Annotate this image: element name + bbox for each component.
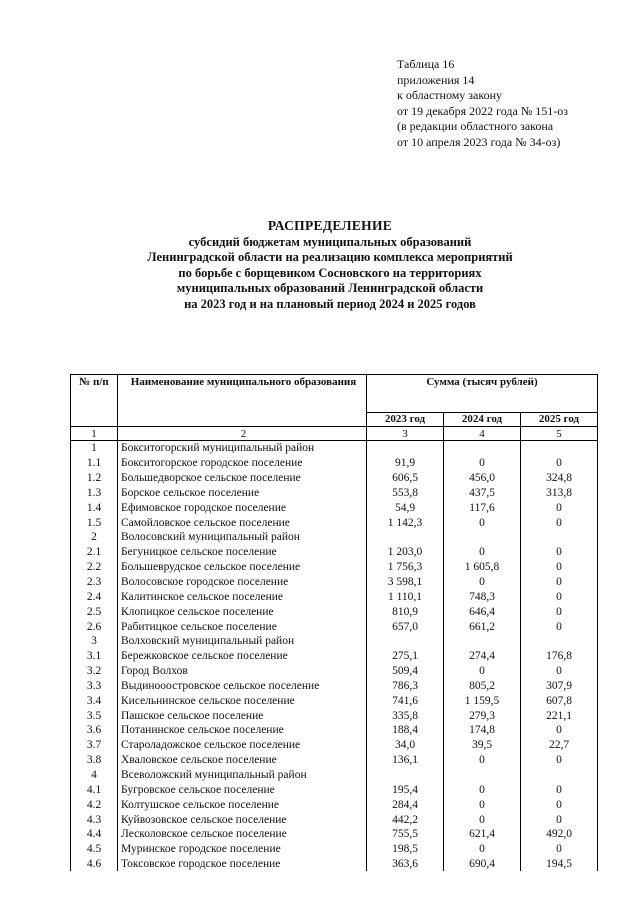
row-name: Волховский муниципальный район <box>118 634 367 649</box>
row-value-2025: 176,8 <box>521 649 598 664</box>
table-row <box>71 515 598 530</box>
row-name: Волосовское городское поселение <box>118 575 367 590</box>
index-cell: 3 <box>367 427 444 441</box>
row-value-2025: 0 <box>521 456 598 471</box>
row-value-2025: 0 <box>521 812 598 827</box>
row-number: 2.1 <box>71 545 118 560</box>
table-row <box>71 753 598 768</box>
row-number: 3.4 <box>71 693 118 708</box>
row-number: 3 <box>71 634 118 649</box>
row-value-2023: 1 110,1 <box>367 589 444 604</box>
row-value-2024: 805,2 <box>444 679 521 694</box>
row-name: Кисельнинское сельское поселение <box>118 693 367 708</box>
row-number: 4.5 <box>71 842 118 857</box>
row-value-2024: 274,4 <box>444 649 521 664</box>
row-value-2023 <box>367 634 444 649</box>
row-number: 3.1 <box>71 649 118 664</box>
row-value-2024: 661,2 <box>444 619 521 634</box>
row-value-2024: 0 <box>444 782 521 797</box>
row-value-2024: 690,4 <box>444 857 521 872</box>
row-name: Муринское городское поселение <box>118 842 367 857</box>
row-number: 1.2 <box>71 471 118 486</box>
row-name: Хваловское сельское поселение <box>118 753 367 768</box>
row-name: Город Волхов <box>118 664 367 679</box>
row-number: 3.5 <box>71 708 118 723</box>
annex-line: от 19 декабря 2022 года № 151-оз <box>397 103 569 118</box>
row-value-2025: 0 <box>521 723 598 738</box>
row-name: Куйвозовское сельское поселение <box>118 812 367 827</box>
row-value-2023: 741,6 <box>367 693 444 708</box>
row-number: 1.4 <box>71 500 118 515</box>
row-value-2024: 1 605,8 <box>444 560 521 575</box>
row-value-2024: 0 <box>444 515 521 530</box>
row-value-2025: 22,7 <box>521 738 598 753</box>
table-row <box>71 456 598 471</box>
row-number: 1.1 <box>71 456 118 471</box>
header-2023: 2023 год <box>367 413 444 427</box>
row-name: Клопицкое сельское поселение <box>118 604 367 619</box>
row-number: 2.2 <box>71 560 118 575</box>
table-row <box>71 530 598 545</box>
row-value-2024 <box>444 530 521 545</box>
row-value-2023: 1 756,3 <box>367 560 444 575</box>
row-value-2024: 748,3 <box>444 589 521 604</box>
row-number: 1.3 <box>71 486 118 501</box>
row-value-2025 <box>521 768 598 783</box>
row-name: Токсовское городское поселение <box>118 857 367 872</box>
row-value-2024 <box>444 634 521 649</box>
table-row <box>71 604 598 619</box>
table-row <box>71 857 598 872</box>
title-line: на 2023 год и на плановый период 2024 и 2025 годов <box>184 296 476 311</box>
row-value-2024: 646,4 <box>444 604 521 619</box>
row-name: Колтушское сельское поселение <box>118 797 367 812</box>
row-value-2025: 0 <box>521 782 598 797</box>
row-value-2024: 174,8 <box>444 723 521 738</box>
table-row <box>71 693 598 708</box>
row-value-2025: 0 <box>521 842 598 857</box>
table-row <box>71 812 598 827</box>
table-row <box>71 619 598 634</box>
row-name: Бокситогорский муниципальный район <box>118 441 367 456</box>
annex-line: к областному закону <box>397 88 503 102</box>
header-2024: 2024 год <box>444 413 521 427</box>
row-value-2024 <box>444 768 521 783</box>
row-number: 4 <box>71 768 118 783</box>
row-number: 2 <box>71 530 118 545</box>
row-value-2025: 324,8 <box>521 471 598 486</box>
row-value-2023 <box>367 768 444 783</box>
table-row <box>71 768 598 783</box>
row-name: Волосовский муниципальный район <box>118 530 367 545</box>
row-value-2025 <box>521 634 598 649</box>
row-number: 3.8 <box>71 753 118 768</box>
row-value-2025: 0 <box>521 575 598 590</box>
row-value-2023: 284,4 <box>367 797 444 812</box>
row-value-2023: 34,0 <box>367 738 444 753</box>
row-value-2023: 755,5 <box>367 827 444 842</box>
table-row <box>71 575 598 590</box>
row-value-2024 <box>444 441 521 456</box>
row-value-2023: 786,3 <box>367 679 444 694</box>
table-row <box>71 797 598 812</box>
row-value-2023: 657,0 <box>367 619 444 634</box>
table-row <box>71 471 598 486</box>
row-value-2024: 117,6 <box>444 500 521 515</box>
table-row <box>71 486 598 501</box>
row-value-2023 <box>367 441 444 456</box>
row-value-2025: 0 <box>521 604 598 619</box>
row-number: 3.7 <box>71 738 118 753</box>
row-value-2025: 607,8 <box>521 693 598 708</box>
table-row <box>71 782 598 797</box>
row-name: Лесколовское сельское поселение <box>118 827 367 842</box>
annex-line: (в редакции областного закона <box>397 119 554 133</box>
row-name: Староладожское сельское поселение <box>118 738 367 753</box>
row-value-2024: 39,5 <box>444 738 521 753</box>
row-value-2023: 198,5 <box>367 842 444 857</box>
row-name: Калитинское сельское поселение <box>118 589 367 604</box>
row-value-2025: 492,0 <box>521 827 598 842</box>
title-line: субсидий бюджетам муниципальных образований <box>188 234 472 249</box>
row-value-2023: 3 598,1 <box>367 575 444 590</box>
row-value-2024: 0 <box>444 842 521 857</box>
row-value-2025: 0 <box>521 515 598 530</box>
table-row <box>71 634 598 649</box>
row-name: Бугровское сельское поселение <box>118 782 367 797</box>
annex-reference <box>397 57 568 150</box>
row-name: Всеволожский муниципальный район <box>118 768 367 783</box>
row-value-2025: 0 <box>521 545 598 560</box>
row-value-2024: 456,0 <box>444 471 521 486</box>
row-number: 3.6 <box>71 723 118 738</box>
row-name: Бокситогорское городское поселение <box>118 456 367 471</box>
row-value-2023: 1 203,0 <box>367 545 444 560</box>
row-value-2024: 0 <box>444 812 521 827</box>
index-cell: 5 <box>521 427 598 441</box>
index-cell: 1 <box>71 427 118 441</box>
row-value-2025 <box>521 530 598 545</box>
row-number: 1 <box>71 441 118 456</box>
table-row <box>71 441 598 456</box>
table-row <box>71 679 598 694</box>
row-value-2023: 442,2 <box>367 812 444 827</box>
row-value-2024: 0 <box>444 753 521 768</box>
row-value-2023: 54,9 <box>367 500 444 515</box>
row-value-2024: 0 <box>444 575 521 590</box>
row-number: 4.1 <box>71 782 118 797</box>
annex-line: от 10 апреля 2023 года № 34-оз) <box>397 134 561 149</box>
row-value-2025: 0 <box>521 619 598 634</box>
row-name: Бережковское сельское поселение <box>118 649 367 664</box>
row-value-2025: 0 <box>521 560 598 575</box>
row-number: 4.3 <box>71 812 118 827</box>
row-value-2023: 553,8 <box>367 486 444 501</box>
row-value-2023 <box>367 530 444 545</box>
title-line: по борьбе с борщевиком Сосновского на территориях <box>178 265 482 280</box>
row-value-2025: 0 <box>521 500 598 515</box>
row-value-2024: 437,5 <box>444 486 521 501</box>
row-value-2025: 194,5 <box>521 857 598 872</box>
title-line: Ленинградской области на реализацию комплекса мероприятий <box>147 250 513 264</box>
row-value-2024: 0 <box>444 456 521 471</box>
index-cell: 2 <box>118 427 367 441</box>
header-2025: 2025 год <box>521 413 598 427</box>
table-row <box>71 842 598 857</box>
row-value-2023: 509,4 <box>367 664 444 679</box>
table-row <box>71 708 598 723</box>
row-name: Большедворское сельское поселение <box>118 471 367 486</box>
row-value-2023: 195,4 <box>367 782 444 797</box>
table-row <box>71 545 598 560</box>
table-row <box>71 589 598 604</box>
row-value-2023: 1 142,3 <box>367 515 444 530</box>
title-line: муниципальных образований Ленинградской области <box>176 281 484 295</box>
row-number: 3.2 <box>71 664 118 679</box>
row-number: 4.2 <box>71 797 118 812</box>
table-row <box>71 560 598 575</box>
row-name: Бегуницкое сельское поселение <box>118 545 367 560</box>
title-main: РАСПРЕДЕЛЕНИЕ <box>267 218 393 233</box>
row-number: 4.4 <box>71 827 118 842</box>
row-name: Потанинское сельское поселение <box>118 723 367 738</box>
row-name: Большеврудское сельское поселение <box>118 560 367 575</box>
row-number: 4.6 <box>71 857 118 872</box>
row-value-2024: 0 <box>444 664 521 679</box>
row-value-2024: 621,4 <box>444 827 521 842</box>
header-num: № п/п <box>71 375 118 427</box>
row-value-2023: 606,5 <box>367 471 444 486</box>
row-name: Ефимовское городское поселение <box>118 500 367 515</box>
row-number: 2.3 <box>71 575 118 590</box>
row-value-2025 <box>521 441 598 456</box>
table-row <box>71 500 598 515</box>
row-value-2024: 279,3 <box>444 708 521 723</box>
row-name: Самойловское сельское поселение <box>118 515 367 530</box>
row-value-2025: 221,1 <box>521 708 598 723</box>
row-value-2025: 307,9 <box>521 679 598 694</box>
row-value-2025: 0 <box>521 664 598 679</box>
row-value-2024: 0 <box>444 545 521 560</box>
row-value-2023: 91,9 <box>367 456 444 471</box>
row-value-2023: 136,1 <box>367 753 444 768</box>
table-row <box>71 827 598 842</box>
row-value-2025: 0 <box>521 797 598 812</box>
table-row <box>71 723 598 738</box>
row-value-2024: 1 159,5 <box>444 693 521 708</box>
row-value-2025: 0 <box>521 589 598 604</box>
row-value-2023: 335,8 <box>367 708 444 723</box>
row-name: Пашское сельское поселение <box>118 708 367 723</box>
row-name: Выдинооостровское сельское поселение <box>118 679 367 694</box>
table-row <box>71 664 598 679</box>
table-row <box>71 738 598 753</box>
row-value-2023: 810,9 <box>367 604 444 619</box>
annex-line: приложения 14 <box>397 72 475 87</box>
row-number: 2.6 <box>71 619 118 634</box>
row-value-2024: 0 <box>444 797 521 812</box>
row-value-2025: 0 <box>521 753 598 768</box>
document-title <box>110 218 550 312</box>
row-number: 2.5 <box>71 604 118 619</box>
header-sum: Сумма (тысяч рублей) <box>367 375 598 413</box>
row-number: 3.3 <box>71 679 118 694</box>
table-row <box>71 649 598 664</box>
index-cell: 4 <box>444 427 521 441</box>
row-name: Рабитицкое сельское поселение <box>118 619 367 634</box>
row-number: 2.4 <box>71 589 118 604</box>
annex-line: Таблица 16 <box>397 57 455 71</box>
header-name: Наименование муниципального образования <box>118 375 367 427</box>
row-value-2025: 313,8 <box>521 486 598 501</box>
row-number: 1.5 <box>71 515 118 530</box>
row-value-2023: 275,1 <box>367 649 444 664</box>
row-value-2023: 188,4 <box>367 723 444 738</box>
row-name: Борское сельское поселение <box>118 486 367 501</box>
table-body <box>71 441 598 872</box>
subsidy-table <box>70 374 598 871</box>
row-value-2023: 363,6 <box>367 857 444 872</box>
